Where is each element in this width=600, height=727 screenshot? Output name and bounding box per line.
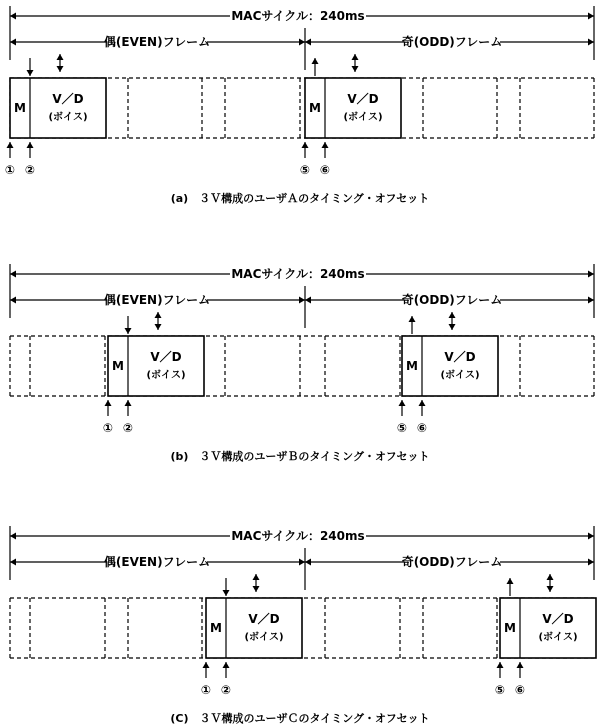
vd-slot-sublabel: (ボイス) <box>244 632 284 643</box>
m-start-arrow <box>312 58 319 76</box>
timing-marker-2: ② <box>122 421 134 435</box>
even-frame-dimension-head-right <box>299 559 305 566</box>
timing-arrow-2-head-up <box>322 142 329 148</box>
vd-slot-sublabel: (ボイス) <box>538 632 578 643</box>
odd-active-block <box>397 312 498 435</box>
timing-marker-6: ⑥ <box>514 683 526 697</box>
even-frame-dimension-head-left <box>10 39 16 46</box>
even-active-block <box>103 312 204 435</box>
vd-slot-sublabel: (ボイス) <box>343 112 383 123</box>
m-start-arrow-head-down <box>27 70 34 76</box>
timing-arrow-2-head-up <box>125 400 132 406</box>
m-start-arrow <box>223 578 230 596</box>
odd-frame-dimension-label: 奇(ODD)フレーム <box>401 35 503 49</box>
mac-cycle-dimension <box>10 9 594 23</box>
vd-slot-sublabel: (ボイス) <box>48 112 88 123</box>
odd-frame-dimension-label: 奇(ODD)フレーム <box>401 293 503 307</box>
m-slot-label: M <box>14 101 26 115</box>
m-slot-label: M <box>112 359 124 373</box>
timing-marker-1: ① <box>200 683 212 697</box>
timing-arrow-2 <box>27 142 34 158</box>
timing-arrow-1 <box>203 662 210 678</box>
vd-slot-sublabel: (ボイス) <box>440 370 480 381</box>
m-start-arrow-head-up <box>409 316 416 322</box>
m-slot-label: M <box>406 359 418 373</box>
diagram-caption: (C) ３Ｖ構成のユーザＣのタイミング・オフセット <box>170 712 430 725</box>
diagram-panel-1 <box>10 264 594 463</box>
timing-marker-1: ① <box>102 421 114 435</box>
vd-timing-arrow-head-down <box>352 66 359 72</box>
vd-timing-arrow-head-up <box>253 574 260 580</box>
timing-marker-6: ⑥ <box>416 421 428 435</box>
timing-marker-5: ⑤ <box>396 421 408 435</box>
m-start-arrow-head-up <box>507 578 514 584</box>
vd-slot-label: V／D <box>150 350 182 364</box>
timing-arrow-1 <box>302 142 309 158</box>
even-frame-dimension-head-right <box>299 297 305 304</box>
diagram-caption: (a) ３Ｖ構成のユーザＡのタイミング・オフセット <box>170 192 430 205</box>
odd-frame-dimension-head-left <box>305 559 311 566</box>
timing-arrow-2-head-up <box>223 662 230 668</box>
timing-marker-5: ⑤ <box>494 683 506 697</box>
mac-cycle-dimension-label: MACサイクル：240ms <box>231 529 365 543</box>
mac-cycle-dimension-head-left <box>10 533 16 540</box>
vd-timing-arrow-head-up <box>547 574 554 580</box>
odd-frame-dimension-head-right <box>588 297 594 304</box>
vd-slot-label: V／D <box>444 350 476 364</box>
vd-timing-arrow <box>253 574 260 592</box>
timing-arrow-1 <box>7 142 14 158</box>
even-frame-dimension-head-left <box>10 559 16 566</box>
even-frame-dimension-label: 偶(EVEN)フレーム <box>103 293 211 307</box>
timing-arrow-2 <box>322 142 329 158</box>
vd-timing-arrow <box>57 54 64 72</box>
mac-cycle-dimension-head-left <box>10 271 16 278</box>
timing-arrow-1-head-up <box>105 400 112 406</box>
m-start-arrow <box>409 316 416 334</box>
diagram-panel-0 <box>5 6 594 205</box>
odd-frame-dimension-head-left <box>305 39 311 46</box>
even-frame-dimension <box>10 554 305 569</box>
odd-frame-dimension <box>305 34 594 49</box>
even-frame-dimension <box>10 34 305 49</box>
m-start-arrow <box>27 58 34 76</box>
odd-frame-dimension <box>305 292 594 307</box>
even-active-block <box>201 574 302 697</box>
vd-timing-arrow <box>155 312 162 330</box>
even-frame-dimension-label: 偶(EVEN)フレーム <box>103 555 211 569</box>
timing-marker-1: ① <box>4 163 16 177</box>
timing-arrow-2-head-up <box>419 400 426 406</box>
timing-marker-2: ② <box>24 163 36 177</box>
even-frame-dimension-head-right <box>299 39 305 46</box>
mac-cycle-dimension <box>10 267 594 281</box>
even-active-block <box>5 54 106 177</box>
even-frame-dimension-label: 偶(EVEN)フレーム <box>103 35 211 49</box>
odd-frame-dimension <box>305 554 594 569</box>
timing-arrow-1 <box>105 400 112 416</box>
timing-arrow-2 <box>419 400 426 416</box>
even-frame-dimension-head-left <box>10 297 16 304</box>
even-frame-dimension <box>10 292 305 307</box>
timing-arrow-1-head-up <box>497 662 504 668</box>
m-start-arrow-head-up <box>312 58 319 64</box>
vd-slot-label: V／D <box>52 92 84 106</box>
vd-timing-arrow <box>352 54 359 72</box>
mac-cycle-dimension-head-right <box>588 271 594 278</box>
odd-active-block <box>300 54 401 177</box>
vd-timing-arrow-head-up <box>155 312 162 318</box>
vd-timing-arrow-head-down <box>57 66 64 72</box>
odd-active-block <box>495 574 596 697</box>
timing-arrow-2-head-up <box>27 142 34 148</box>
timing-arrow-1-head-up <box>302 142 309 148</box>
timing-arrow-1 <box>399 400 406 416</box>
odd-frame-dimension-label: 奇(ODD)フレーム <box>401 555 503 569</box>
mac-cycle-dimension-label: MACサイクル：240ms <box>231 267 365 281</box>
timing-arrow-1-head-up <box>399 400 406 406</box>
diagram-caption: (b) ３Ｖ構成のユーザＢのタイミング・オフセット <box>170 450 430 463</box>
m-start-arrow <box>125 316 132 334</box>
timing-arrow-1 <box>497 662 504 678</box>
m-start-arrow-head-down <box>223 590 230 596</box>
mac-cycle-dimension-head-left <box>10 13 16 20</box>
timing-arrow-1-head-up <box>203 662 210 668</box>
mac-cycle-dimension-head-right <box>588 533 594 540</box>
vd-timing-arrow <box>547 574 554 592</box>
diagram-panel-2 <box>10 526 596 725</box>
vd-timing-arrow-head-up <box>449 312 456 318</box>
vd-slot-sublabel: (ボイス) <box>146 370 186 381</box>
vd-timing-arrow-head-down <box>155 324 162 330</box>
vd-slot-label: V／D <box>542 612 574 626</box>
vd-slot-label: V／D <box>248 612 280 626</box>
vd-timing-arrow <box>449 312 456 330</box>
m-slot-label: M <box>309 101 321 115</box>
m-slot-label: M <box>210 621 222 635</box>
mac-cycle-dimension <box>10 529 594 543</box>
m-start-arrow-head-down <box>125 328 132 334</box>
mac-cycle-dimension-label: MACサイクル：240ms <box>231 9 365 23</box>
m-start-arrow <box>507 578 514 596</box>
m-slot-label: M <box>504 621 516 635</box>
timing-arrow-2 <box>125 400 132 416</box>
timing-arrow-1-head-up <box>7 142 14 148</box>
odd-frame-dimension-head-right <box>588 559 594 566</box>
vd-timing-arrow-head-up <box>57 54 64 60</box>
timing-arrow-2-head-up <box>517 662 524 668</box>
vd-timing-arrow-head-down <box>547 586 554 592</box>
vd-timing-arrow-head-up <box>352 54 359 60</box>
vd-timing-arrow-head-down <box>449 324 456 330</box>
vd-timing-arrow-head-down <box>253 586 260 592</box>
vd-slot-label: V／D <box>347 92 379 106</box>
mac-cycle-dimension-head-right <box>588 13 594 20</box>
timing-marker-5: ⑤ <box>299 163 311 177</box>
timing-marker-2: ② <box>220 683 232 697</box>
timing-arrow-2 <box>517 662 524 678</box>
timing-marker-6: ⑥ <box>319 163 331 177</box>
odd-frame-dimension-head-left <box>305 297 311 304</box>
odd-frame-dimension-head-right <box>588 39 594 46</box>
timing-arrow-2 <box>223 662 230 678</box>
